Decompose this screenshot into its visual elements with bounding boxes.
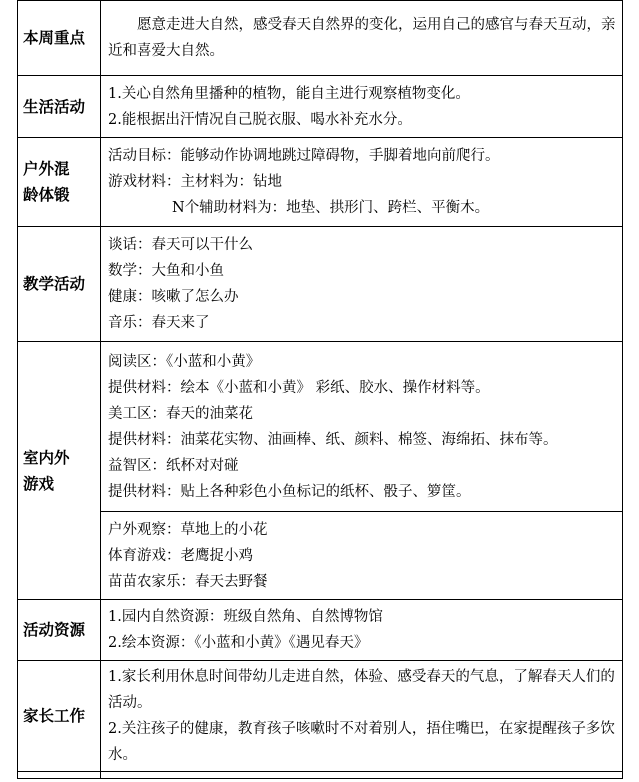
teaching-item-health: 健康：咳嗽了怎么办 — [108, 289, 239, 305]
content-activity-resources — [101, 600, 623, 661]
row-life-activities — [18, 76, 623, 138]
next-row-content-stub — [101, 772, 623, 779]
teaching-item-music: 音乐：春天来了 — [108, 315, 210, 331]
indoor-reading-materials: 提供材料：绘本《小蓝和小黄》 彩纸、胶水、操作材料等。 — [108, 379, 490, 396]
content-games-outdoor — [101, 512, 623, 600]
content-parent-work — [101, 661, 623, 772]
label-outdoor-line-2: 龄体锻 — [23, 186, 70, 204]
outdoor-goal: 活动目标：能够动作协调地跳过障碍物，手脚着地向前爬行。 — [108, 148, 500, 164]
content-games-indoor — [101, 342, 623, 512]
row-next-partial — [18, 772, 623, 779]
row-outdoor-exercise — [18, 138, 623, 227]
outdoor-farm-game: 苗苗农家乐：春天去野餐 — [108, 573, 268, 590]
parent-item-1: 1.家长利用休息时间带幼儿走进自然，体验、感受春天的气息，了解春天人们的活动。 — [108, 669, 615, 711]
weekly-plan-table — [17, 0, 623, 779]
row-parent-work — [18, 661, 623, 772]
label-activity-resources: 活动资源 — [18, 600, 101, 661]
row-activity-resources — [18, 600, 623, 661]
label-life-activities: 生活活动 — [18, 76, 101, 138]
teaching-item-talk: 谈话：春天可以干什么 — [108, 237, 253, 253]
outdoor-observation: 户外观察：草地上的小花 — [108, 521, 268, 538]
label-games-line-2: 游戏 — [23, 474, 55, 493]
label-teaching-activities: 教学活动 — [18, 227, 101, 342]
label-weekly-focus: 本周重点 — [18, 1, 101, 76]
resources-item-2: 2.绘本资源：《小蓝和小黄》《遇见春天》 — [108, 635, 369, 651]
outdoor-materials-main: 游戏材料：主材料为：钻地 — [108, 174, 282, 190]
teaching-item-math: 数学：大鱼和小鱼 — [108, 263, 224, 279]
life-item-2: 2.能根据出汗情况自己脱衣服、喝水补充水分。 — [108, 111, 412, 128]
row-games-outdoor — [18, 512, 623, 600]
label-games — [18, 342, 101, 600]
content-teaching-activities — [101, 227, 623, 342]
resources-item-1: 1.园内自然资源：班级自然角、自然博物馆 — [108, 609, 383, 625]
outdoor-sports-game: 体育游戏：老鹰捉小鸡 — [108, 547, 253, 564]
indoor-puzzle-materials: 提供材料：贴上各种彩色小鱼标记的纸杯、骰子、箩筐。 — [108, 483, 471, 500]
indoor-puzzle-area: 益智区：纸杯对对碰 — [108, 457, 239, 474]
row-games-indoor — [18, 342, 623, 512]
indoor-art-materials: 提供材料：油菜花实物、油画棒、纸、颜料、棉签、海绵拓、抹布等。 — [108, 431, 558, 448]
label-games-line-1: 室内外 — [23, 448, 70, 467]
content-life-activities — [101, 76, 623, 138]
row-weekly-focus — [18, 1, 623, 76]
next-row-label-stub — [18, 772, 101, 779]
indoor-reading-area: 阅读区：《小蓝和小黄》 — [108, 353, 261, 370]
label-outdoor-exercise — [18, 138, 101, 227]
label-parent-work: 家长工作 — [18, 661, 101, 772]
row-teaching-activities — [18, 227, 623, 342]
label-outdoor-line-1: 户外混 — [23, 160, 70, 178]
weekly-focus-text: 愿意走进大自然，感受春天自然界的变化，运用自己的感官与春天互动，亲近和喜爱大自然。 — [108, 17, 616, 59]
indoor-art-area: 美工区：春天的油菜花 — [108, 405, 253, 422]
outdoor-materials-aux: N个辅助材料为：地垫、拱形门、跨栏、平衡木。 — [172, 200, 490, 216]
parent-item-2: 2.关注孩子的健康，教育孩子咳嗽时不对着别人，捂住嘴巴，在家提醒孩子多饮水。 — [108, 721, 615, 763]
life-item-1: 1.关心自然角里播种的植物，能自主进行观察植物变化。 — [108, 85, 470, 102]
content-weekly-focus — [101, 1, 623, 76]
content-outdoor-exercise — [101, 138, 623, 227]
